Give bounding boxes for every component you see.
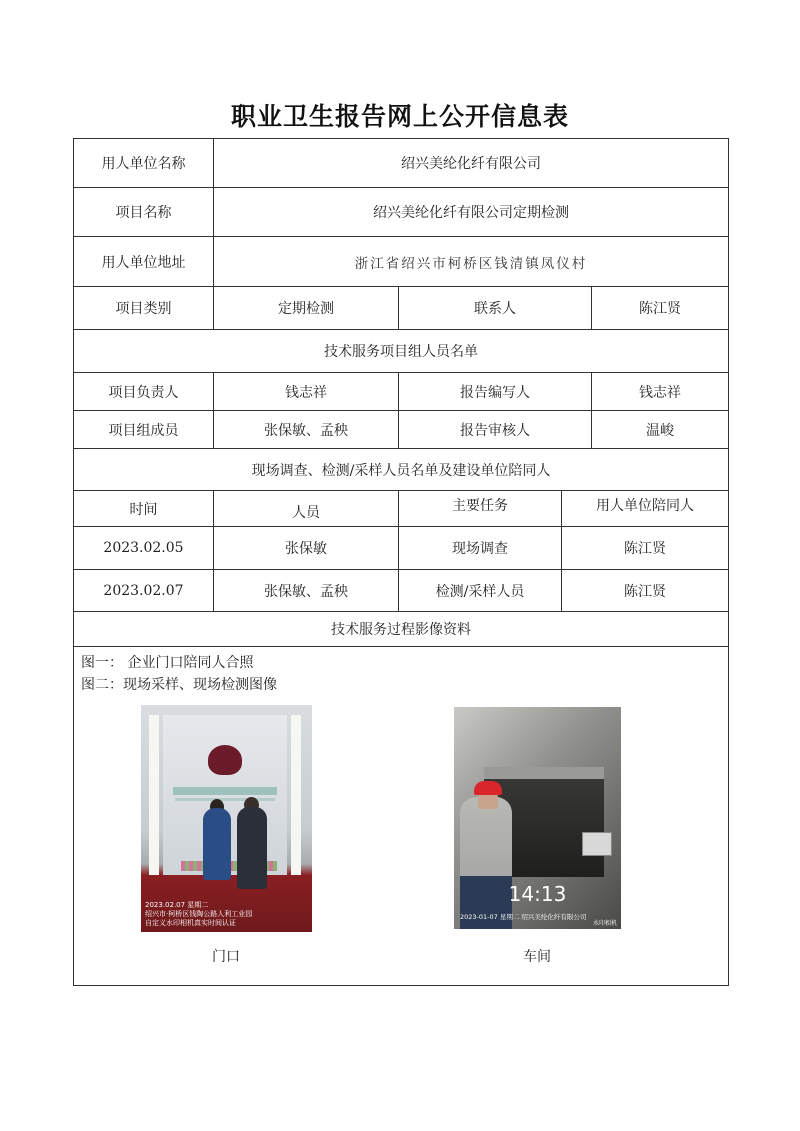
company-sign xyxy=(173,787,277,795)
workshop-photo xyxy=(454,707,621,929)
category-label: 项目类别 xyxy=(115,301,172,317)
header-main-task: 主要任务 xyxy=(398,491,561,526)
leader-value: 钱志祥 xyxy=(213,373,398,410)
row-leader xyxy=(74,373,728,411)
header-personnel: 人员 xyxy=(213,491,398,526)
survey-accompany: 陈江贤 xyxy=(561,527,728,569)
header-accompany: 用人单位陪同人 xyxy=(561,491,728,526)
team-section-title: 技术服务项目组人员名单 xyxy=(324,344,478,360)
team-section-header xyxy=(74,330,728,373)
writer-label: 报告编写人 xyxy=(398,373,591,410)
survey-header-row xyxy=(74,491,728,527)
employer-name-label: 用人单位名称 xyxy=(101,156,186,172)
employer-name-value: 绍兴美纶化纤有限公司 xyxy=(213,139,728,187)
survey-accompany: 陈江贤 xyxy=(561,570,728,611)
entrance-photo xyxy=(141,705,312,932)
survey-section-title: 现场调查、检测/采样人员名单及建设单位陪同人 xyxy=(251,462,551,479)
photo-watermark: 2023-01-07 星期二 绍兴美纶化纤有限公司 xyxy=(460,913,587,921)
address-value: 浙江省绍兴市柯桥区钱清镇凤仪村 xyxy=(213,237,728,286)
project-name-label: 项目名称 xyxy=(115,205,172,221)
project-name-value: 绍兴美纶化纤有限公司定期检测 xyxy=(213,188,728,236)
members-label: 项目组成员 xyxy=(108,422,179,439)
survey-personnel: 张保敏 xyxy=(213,527,398,569)
reviewer-value: 温峻 xyxy=(591,411,728,448)
writer-value: 钱志祥 xyxy=(591,373,728,410)
reviewer-label: 报告审核人 xyxy=(398,411,591,448)
person-male xyxy=(237,807,267,889)
survey-row xyxy=(74,570,728,612)
row-employer-name xyxy=(74,139,728,188)
leader-label: 项目负责人 xyxy=(108,384,179,401)
photo-time: 14:13 xyxy=(508,882,567,906)
category-value: 定期检测 xyxy=(213,287,398,329)
row-project-name xyxy=(74,188,728,237)
contact-label: 联系人 xyxy=(398,287,591,329)
page-title: 职业卫生报告网上公开信息表 xyxy=(230,102,569,131)
survey-task: 现场调查 xyxy=(398,527,561,569)
members-value: 张保敏、孟秧 xyxy=(213,411,398,448)
company-logo xyxy=(208,745,242,775)
sampling-device xyxy=(582,832,612,856)
row-category xyxy=(74,287,728,330)
survey-date: 2023.02.05 xyxy=(103,540,184,556)
worker xyxy=(460,797,512,929)
figure-2-description: 图二：现场采样、现场检测图像 xyxy=(81,677,277,693)
row-members xyxy=(74,411,728,449)
contact-value: 陈江贤 xyxy=(591,287,728,329)
entrance-photo-caption: 门口 xyxy=(212,949,240,965)
survey-task: 检测/采样人员 xyxy=(398,570,561,611)
red-cap xyxy=(474,781,502,795)
camera-watermark: 水印相机 xyxy=(592,920,617,927)
images-area xyxy=(74,646,728,985)
person-female xyxy=(203,808,231,880)
survey-row xyxy=(74,527,728,570)
address-label: 用人单位地址 xyxy=(101,254,186,271)
photo-watermark: 2023.02.07 星期二 绍兴市·柯桥区钱陶公路人利工业园 自定义水印相机真实时间认证 xyxy=(145,901,253,927)
figure-1-description: 图一： 企业门口陪同人合照 xyxy=(81,655,254,671)
images-section-header xyxy=(74,612,728,647)
workshop-photo-caption: 车间 xyxy=(523,949,551,965)
survey-date: 2023.02.07 xyxy=(103,582,184,599)
info-table xyxy=(73,138,729,986)
images-section-title: 技术服务过程影像资料 xyxy=(331,622,471,638)
survey-personnel: 张保敏、孟秧 xyxy=(213,570,398,611)
header-time: 时间 xyxy=(129,501,158,518)
survey-section-header xyxy=(74,449,728,491)
row-address xyxy=(74,237,728,287)
